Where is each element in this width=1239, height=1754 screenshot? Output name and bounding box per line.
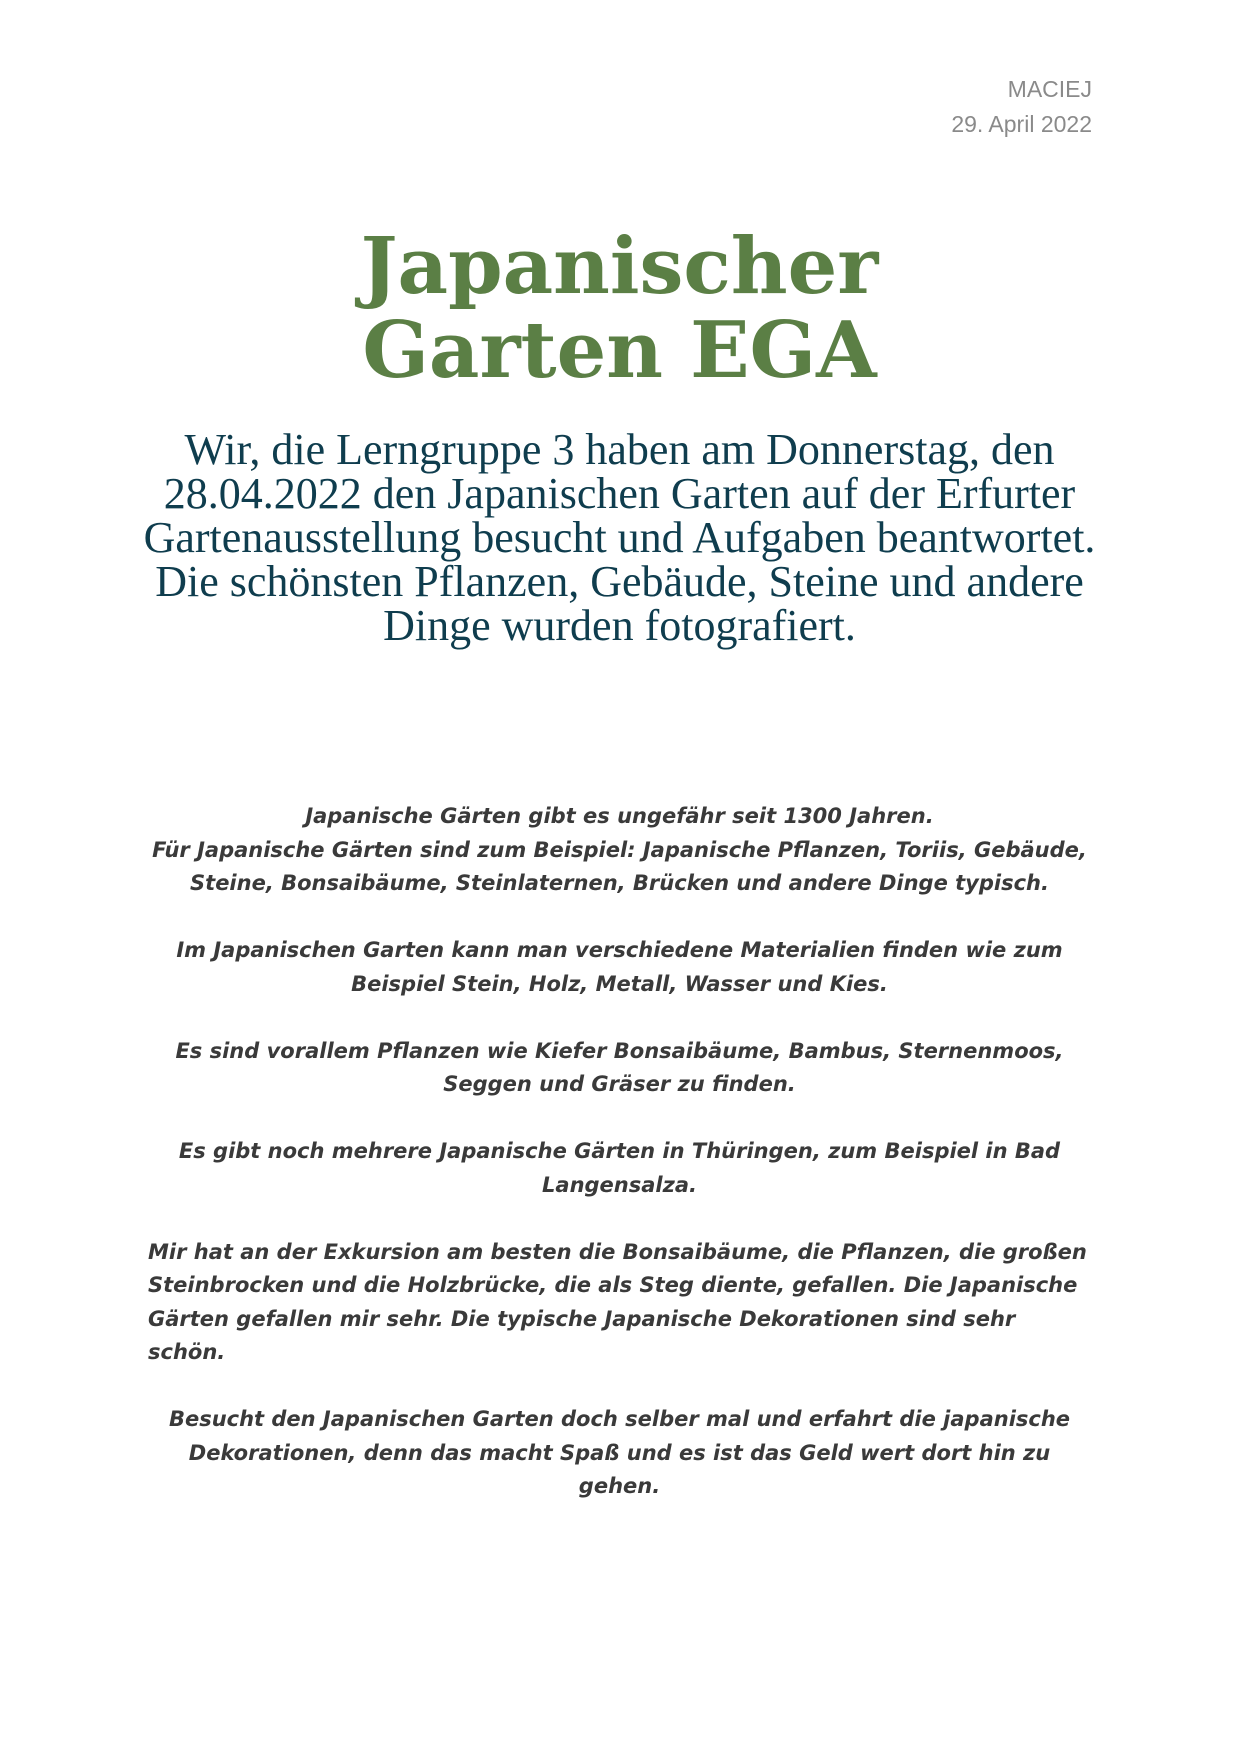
paragraph-recommendation: Besucht den Japanischen Garten doch selber mal und erfahrt die japanische Dekorationen, denn das macht Spaß und es ist das Geld wert dort hin zu gehen.: [168, 1407, 1071, 1498]
title-line-1: Japanischer: [360, 221, 879, 312]
document-meta: [951, 72, 1092, 142]
paragraph-history-line-2: Für Japanische Gärten sind zum Beispiel: Japanische Pflanzen, Toriis, Gebäude, Steine, Bonsaibäume, Steinlaternen, Brücken und andere Dinge typisch.: [152, 837, 1087, 895]
paragraph-opinion: Mir hat an der Exkursion am besten die Bonsaibäume, die Pflanzen, die großen Steinbrocken und die Holzbrücke, die als Steg diente, gefallen. Die Japanische Gärten gefallen mir sehr. Die typische Japanische Dekorationen sind sehr schön.: [148, 1239, 1087, 1364]
paragraph-history: [148, 800, 1091, 901]
paragraph-history-line-1: Japanische Gärten gibt es ungefähr seit 1300 Jahren.: [305, 804, 934, 828]
body-text: [148, 800, 1091, 1537]
intro-text: Wir, die Lerngruppe 3 haben am Donnerstag, den 28.04.2022 den Japanischen Garten auf der Erfurter Gartenausstellung besucht und Aufgaben beantwortet. Die schönsten Pflanzen, Gebäude, Steine und andere Dinge wurden fotografiert.: [143, 425, 1096, 650]
document-date: 29. April 2022: [951, 111, 1092, 137]
paragraph-other-gardens: Es gibt noch mehrere Japanische Gärten in Thüringen, zum Beispiel in Bad Langensalza.: [178, 1139, 1061, 1197]
paragraph-materials: Im Japanischen Garten kann man verschiedene Materialien finden wie zum Beispiel Stein, Holz, Metall, Wasser und Kies.: [176, 938, 1063, 996]
page-title: [0, 221, 1239, 396]
author-name: MACIEJ: [1007, 76, 1092, 102]
title-line-2: Garten EGA: [362, 305, 877, 396]
paragraph-plants: Es sind vorallem Pflanzen wie Kiefer Bonsaibäume, Bambus, Sternenmoos, Seggen und Gräser zu finden.: [175, 1038, 1064, 1096]
